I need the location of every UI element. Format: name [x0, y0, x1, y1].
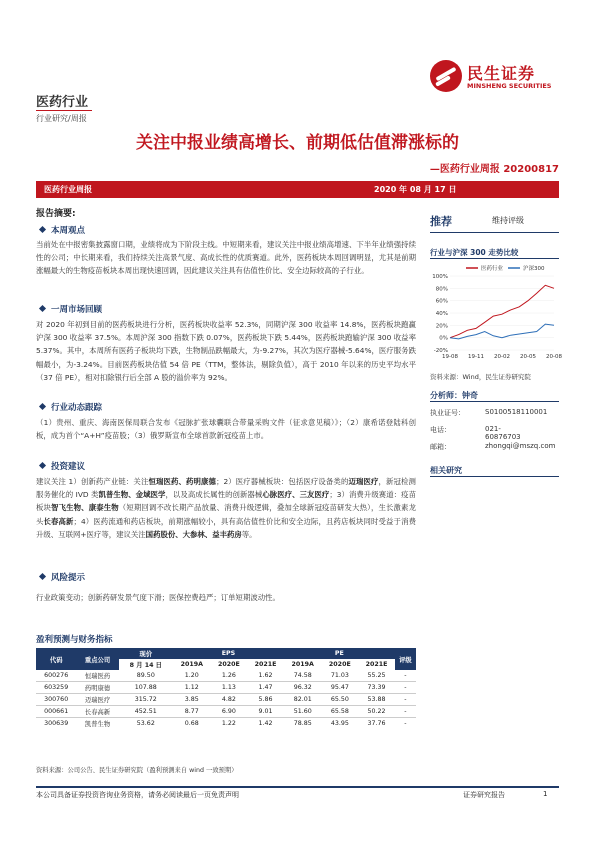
banner-date: 2020 年 08 月 17 日	[374, 185, 457, 194]
advice-text: ，新冠检测服务催化的 IVD 类	[36, 477, 416, 500]
col-company: 重点公司	[76, 648, 118, 670]
table-cell: -	[404, 696, 407, 703]
section-heading-advice: 投资建议	[40, 460, 85, 472]
advice-text: ；2）医疗器械板块：包括医疗设备类的	[216, 477, 349, 486]
table-cell: 6.90	[221, 708, 236, 715]
table-row	[36, 682, 416, 694]
table-cell: 药明康德	[84, 685, 111, 692]
section-body-risk: 行业政策变动；创新药研发景气度下滑；医保控费趋严；订单短期波动性。	[36, 593, 280, 602]
header-divider	[36, 110, 92, 111]
table-cell: 0.68	[184, 720, 199, 727]
x-tick-label: 19-08	[442, 354, 458, 360]
table-cell: 1.26	[221, 672, 236, 679]
table-cell: 50.22	[367, 708, 386, 715]
advice-text: ；4）医药流通和药店板块，前期涨幅较小，具有高估值性价比和安全边际，且药店板块同时受益于消费升级、互联网+医疗等，建议关注	[36, 516, 416, 539]
section-heading-market: 一周市场回顾	[40, 303, 102, 315]
legend-label: 沪深300	[523, 266, 545, 272]
brand-name-cn: 民生证券	[467, 64, 536, 83]
section-heading-dynamics: 行业动态跟踪	[40, 401, 102, 413]
x-tick-label: 19-11	[468, 354, 484, 360]
related-divider	[430, 476, 559, 477]
table-cell: 65.50	[330, 696, 349, 703]
table-cell: 53.62	[136, 720, 155, 727]
legend-label: 医药行业	[481, 266, 504, 272]
col-year: 2020E	[217, 661, 240, 668]
y-tick-label: 80%	[435, 286, 448, 293]
col-year: 2021E	[254, 661, 277, 668]
section-body-dynamics: （1）贵州、重庆、海南医保局联合发布《冠脉扩张球囊联合带量采购文件（征求意见稿）》；（2）康希诺登陆科创板，成为首个“A+H”疫苗股；（3）俄罗斯宣布全球首款新冠疫苗上市。	[36, 418, 416, 441]
advice-text: ，以及高成长属性的创新器械	[165, 490, 263, 500]
brand-logo-icon	[430, 60, 462, 92]
table-cell: 3.85	[184, 696, 199, 703]
section-body-view: 当前处在中报密集披露窗口期，业绩将成为下阶段主线。中短期来看，建议关注中报业绩高增速、下半年业绩强持续性的公司；中长期来看，我们持续关注高景气度、高成长性的优质赛道。此外，医药板块本周回调明显，尤其是前期涨幅最大的生物疫苗板块本周出现快速回调，因此建议关注具有估值性价比、安全边际较高的子行业。	[36, 240, 416, 276]
col-year: 2019A	[180, 661, 203, 668]
table-cell: -	[404, 708, 407, 715]
table-cell: 8.77	[184, 708, 199, 715]
table-cell: 1.22	[221, 720, 236, 727]
table-row	[36, 694, 416, 706]
col-code: 代码	[36, 648, 76, 670]
highlight-company: 国药股份、大参林、益丰药房	[145, 529, 242, 539]
highlight-company: 长春高新	[43, 516, 74, 526]
y-tick-label: 40%	[435, 311, 448, 317]
table-cell: 73.39	[367, 684, 386, 691]
section-body-advice	[36, 475, 416, 541]
advice-text: 等。	[241, 529, 257, 539]
analyst-heading: 分析师：钟奇	[430, 391, 478, 400]
table-cell: 78.85	[293, 720, 312, 727]
highlight-company: 凯普生物、金域医学	[98, 490, 166, 500]
col-rating: 评级	[395, 648, 416, 670]
rating-divider	[430, 232, 559, 233]
analyst-license: 执业证号： S0100518110001	[430, 408, 548, 417]
y-tick-label: 0%	[439, 335, 448, 342]
table-cell: 452.51	[134, 708, 157, 715]
table-cell: 5.86	[258, 696, 273, 703]
page-number: 1	[543, 790, 548, 798]
diamond-bullet-icon	[39, 462, 46, 469]
table-cell: 107.88	[134, 684, 157, 691]
col-price-date: 8 月 14 日	[129, 662, 162, 669]
banner-report-type: 医药行业周报	[44, 185, 92, 194]
table-cell: 300639	[44, 720, 69, 727]
report-banner	[36, 181, 559, 198]
related-research-heading: 相关研究	[430, 466, 462, 475]
highlight-company: 智飞生物、康泰生物	[51, 503, 119, 513]
col-year: 2021E	[365, 661, 388, 668]
highlight-company: 迈瑞医疗	[348, 477, 379, 486]
x-tick-label: 20-08	[546, 354, 562, 360]
diamond-bullet-icon	[39, 226, 46, 233]
table-cell: 55.25	[367, 672, 386, 679]
rating-label: 推荐	[430, 215, 452, 228]
y-tick-label: 20%	[435, 323, 448, 330]
table-cell: 603259	[44, 684, 69, 691]
table-cell: 74.58	[293, 672, 312, 679]
table-cell: 89.50	[136, 672, 155, 679]
footer-disclaimer: 本公司具备证券投资咨询业务资格，请务必阅读最后一页免责声明	[36, 791, 239, 799]
industry-label: 医药行业	[36, 95, 89, 110]
table-footnote: 资料来源：公司公告、民生证券研究院（盈利预测来自 wind 一致预期）	[36, 767, 238, 774]
report-subtitle: —医药行业周报 20200817	[429, 164, 559, 175]
analyst-divider	[430, 401, 559, 402]
table-title: 盈利预测与财务指标	[36, 635, 113, 645]
table-cell: 1.12	[184, 684, 199, 691]
table-row	[36, 706, 416, 718]
brand-name-en: MINSHENG SECURITIES	[467, 82, 552, 90]
table-cell: 315.72	[134, 696, 157, 703]
rating-value: 维持评级	[492, 216, 524, 225]
abstract-label: 报告摘要:	[36, 209, 76, 219]
table-cell: 1.20	[184, 672, 199, 679]
table-cell: 300760	[44, 696, 69, 703]
table-cell: 1.42	[258, 720, 273, 727]
diamond-bullet-icon	[39, 305, 46, 312]
table-cell: 4.82	[221, 696, 236, 703]
forecast-table	[36, 648, 416, 729]
table-cell: 53.88	[367, 696, 386, 703]
table-cell: 1.47	[258, 684, 273, 691]
table-cell: 95.47	[330, 684, 349, 691]
advice-text: 建议关注 1）创新药产业链：关注	[36, 477, 149, 486]
table-cell: 37.76	[367, 720, 386, 727]
x-tick-label: 20-02	[494, 354, 510, 360]
diamond-bullet-icon	[39, 573, 46, 580]
table-row	[36, 670, 416, 682]
advice-text: ；3）消费升级赛道：疫苗板块	[36, 490, 416, 513]
col-year: 2019A	[291, 661, 314, 668]
y-tick-label: 100%	[432, 274, 448, 280]
highlight-company: 恒瑞医药、药明康德	[148, 477, 217, 486]
footer-divider	[36, 786, 559, 788]
table-cell: -	[404, 672, 407, 679]
table-cell: -	[404, 684, 407, 691]
table-cell: 1.13	[221, 684, 236, 691]
report-title: 关注中报业绩高增长、前期低估值滞涨标的	[136, 133, 459, 153]
table-cell: 000661	[44, 708, 69, 715]
section-heading-risk: 风险提示	[40, 571, 85, 583]
table-cell: 600276	[44, 672, 69, 679]
col-pe: PE	[284, 648, 395, 659]
y-tick-label: -20%	[433, 348, 448, 354]
table-cell: 恒瑞医药	[84, 673, 111, 680]
table-cell: 71.03	[330, 672, 349, 679]
section-body-market: 对 2020 年初到目前的医药板块进行分析，医药板块收益率 52.3%，同期沪深 300 收益率 14.8%，医药板块跑赢沪深 300 收益率 37.5%。本周沪深 300 指数下跌 0.07%，医药板块下跌 5.44%，医药板块跑输沪深 300 收益率 5.37%。其中，本周所有医药子板块均下跌，生物制品跌幅最大，为-9.27%，其次为医疗器械-5.64%，医疗服务跌幅最小，为-3.24%。目前医药板块估值 54 倍 PE（TTM，整体法，剔除负值），高于 2010 年以来的历史平均水平（37 倍 PE），相对扣除银行后全部 A 股的溢价率为 92%。	[36, 320, 416, 382]
section-heading-view: 本周观点	[40, 224, 85, 236]
col-price: 现价	[119, 648, 173, 659]
trend-chart	[430, 262, 560, 367]
table-cell: 51.60	[293, 708, 312, 715]
table-cell: 长春高新	[84, 709, 111, 716]
table-cell: 43.95	[330, 720, 349, 727]
col-eps: EPS	[173, 648, 284, 659]
table-cell: 9.01	[258, 708, 273, 715]
advice-text: （短期回调不改长期产品放量、消费升级逻辑，叠加全球新冠疫苗研发大热），生长激素龙头	[36, 503, 416, 526]
analyst-phone: 电话： 021-60876703	[430, 425, 521, 441]
chart-title-divider	[430, 258, 559, 259]
diamond-bullet-icon	[39, 403, 46, 410]
chart-source: 资料来源：Wind，民生证券研究院	[430, 373, 531, 381]
table-cell: 凯普生物	[84, 721, 111, 728]
table-row	[36, 718, 416, 730]
table-cell: -	[404, 720, 407, 727]
highlight-company: 心脉医疗、三友医疗	[262, 490, 330, 500]
table-cell: 96.32	[293, 684, 312, 691]
analyst-email[interactable]: 邮箱： zhongqi@mszq.com	[430, 442, 556, 451]
y-tick-label: 60%	[435, 298, 448, 305]
footer-label: 证券研究报告	[463, 791, 505, 799]
report-category: 行业研究/周报	[36, 114, 87, 123]
table-cell: 82.01	[293, 696, 312, 703]
x-tick-label: 20-05	[520, 354, 536, 360]
table-cell: 迈瑞医疗	[84, 697, 111, 704]
chart-title: 行业与沪深 300 走势比较	[430, 248, 519, 257]
table-cell: 65.58	[330, 708, 349, 715]
col-year: 2020E	[328, 661, 351, 668]
table-cell: 1.62	[258, 672, 273, 679]
